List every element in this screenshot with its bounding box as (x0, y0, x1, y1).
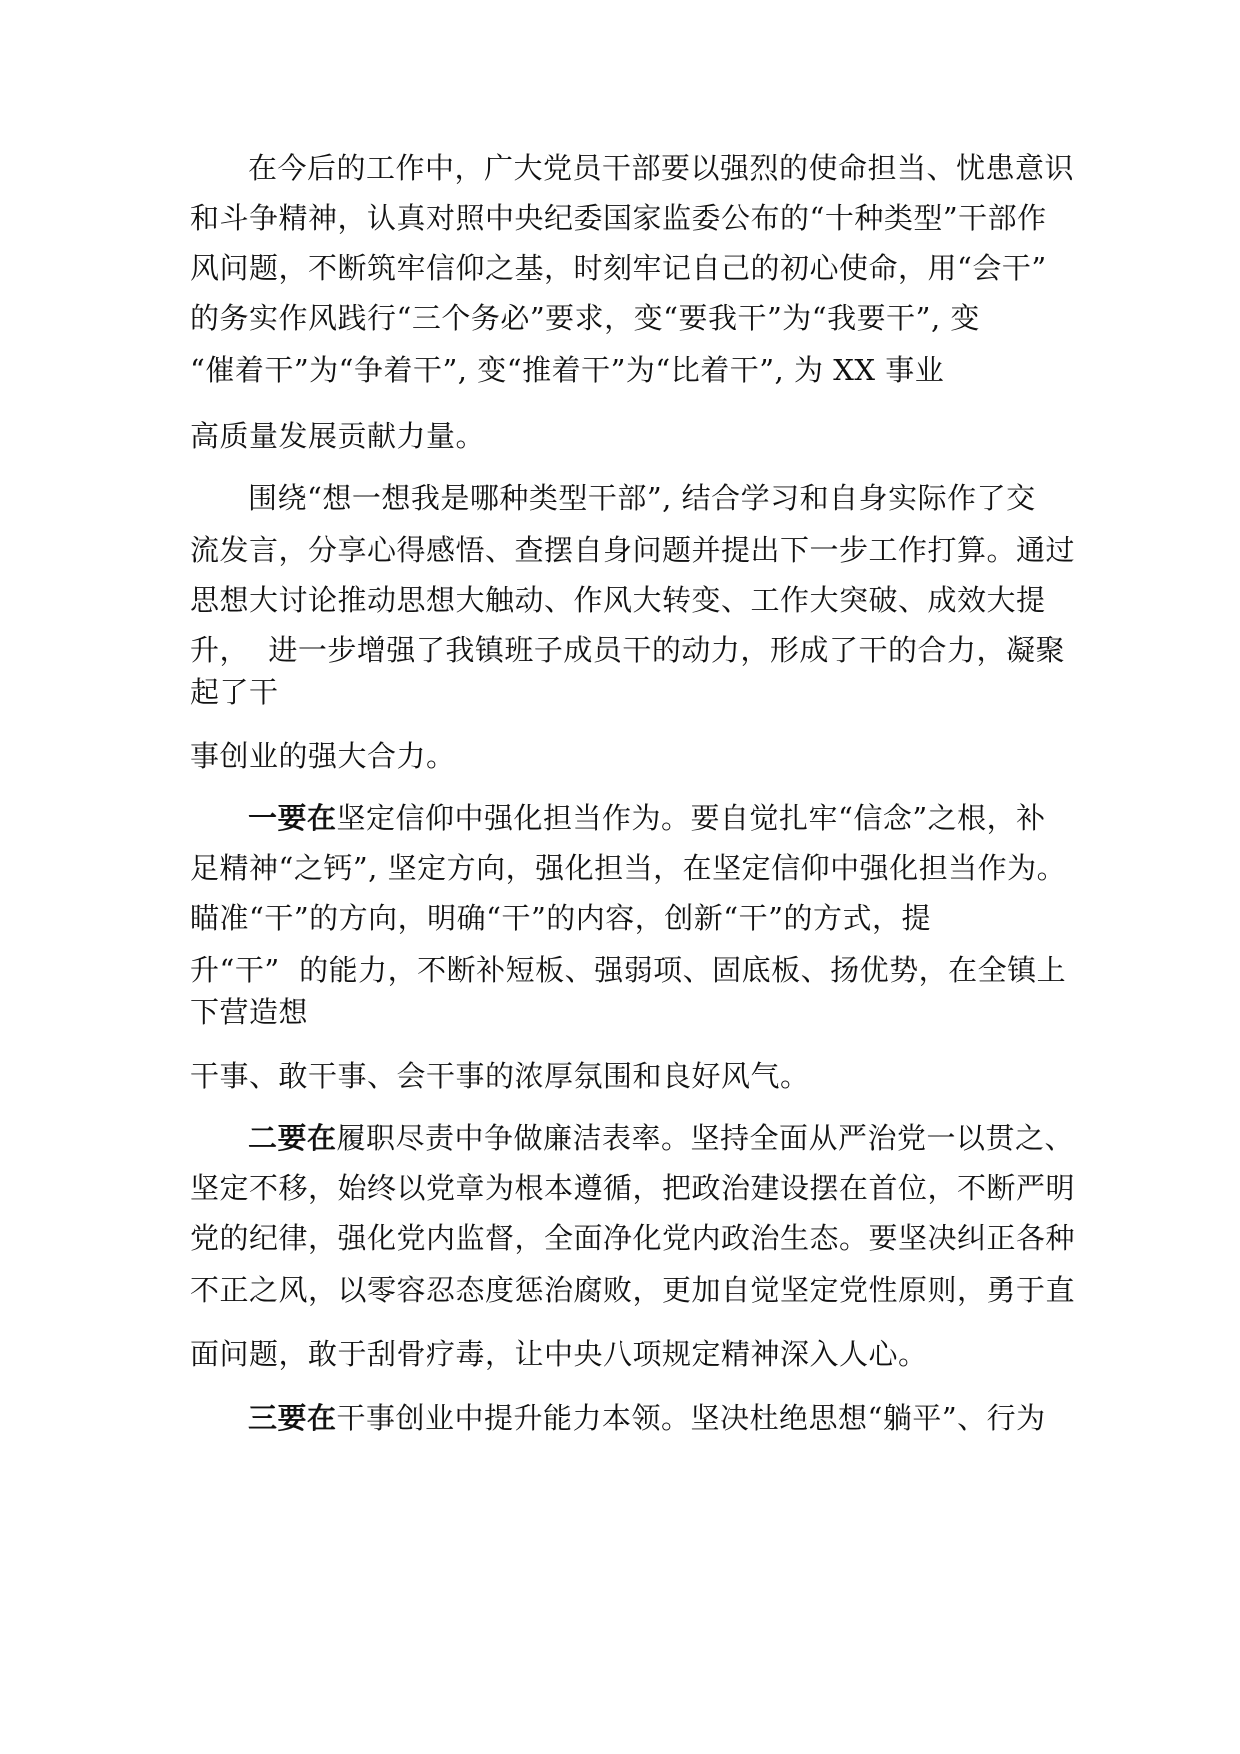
paragraph-5-line-1 (248, 1398, 1046, 1438)
paragraph-2-line-1: 围绕“想一想我是哪种类型干部”, 结合学习和自身实际作了交 (248, 481, 1036, 515)
paragraph-4-line-1 (248, 1118, 1074, 1158)
paragraph-1-line-1: 在今后的工作中，广大党员干部要以强烈的使命担当、忧患意识 (248, 151, 1075, 185)
paragraph-3-line-2: 足精神“之钙”, 坚定方向，强化担当，在坚定信仰中强化担当作为。 (190, 851, 1067, 885)
paragraph-1-line-2: 和斗争精神，认真对照中央纪委国家监委公布的“十种类型”干部作 (190, 201, 1047, 235)
paragraph-2-line-3: 思想大讨论推动思想大触动、作风大转变、工作大突破、成效大提 (190, 583, 1046, 617)
paragraph-1-line-5: “催着干”为“争着干”, 变“推着干”为“比着干”, 为 XX 事业 (190, 353, 945, 387)
paragraph-4-line-5: 面问题，敢于刮骨疗毒，让中央八项规定精神深入人心。 (190, 1337, 928, 1371)
paragraph-3-lead: 一要在 (248, 801, 337, 835)
paragraph-1-line-4: 的务实作风践行“三个务必”要求，变“要我干”为“我要干”, 变 (190, 301, 980, 335)
paragraph-3-line-3: 瞄准“干”的方向，明确“干”的内容，创新“干”的方式，提 (190, 901, 931, 935)
paragraph-4-lead: 二要在 (248, 1121, 337, 1155)
paragraph-5-lead: 三要在 (248, 1401, 337, 1435)
paragraph-3-line-1 (248, 798, 1046, 838)
paragraph-3-line-1-text: 坚定信仰中强化担当作为。要自觉扎牢“信念”之根，补 (336, 801, 1046, 835)
paragraph-5-line-1-text: 干事创业中提升能力本领。坚决杜绝思想“躺平”、行为 (336, 1401, 1046, 1435)
paragraph-2-line-2: 流发言，分享心得感悟、查摆自身问题并提出下一步工作打算。通过 (190, 533, 1076, 567)
paragraph-3-line-4: 升“干” 的能力，不断补短板、强弱项、固底板、扬优势，在全镇上 (190, 953, 1067, 987)
paragraph-4-line-4: 不正之风，以零容忍态度惩治腐败，更加自觉坚定党性原则，勇于直 (190, 1273, 1076, 1307)
paragraph-4-line-3: 党的纪律，强化党内监督，全面净化党内政治生态。要坚决纠正各种 (190, 1221, 1076, 1255)
paragraph-2-line-5: 起了干 (190, 675, 279, 709)
paragraph-4-line-1-text: 履职尽责中争做廉洁表率。坚持全面从严治党一以贯之、 (336, 1121, 1075, 1155)
paragraph-1-line-6: 高质量发展贡献力量。 (190, 419, 486, 453)
paragraph-3-line-5: 下营造想 (190, 995, 309, 1029)
paragraph-1-line-3: 风问题，不断筑牢信仰之基，时刻牢记自己的初心使命，用“会干” (190, 251, 1047, 285)
paragraph-4-line-2: 坚定不移，始终以党章为根本遵循，把政治建设摆在首位，不断严明 (190, 1171, 1076, 1205)
paragraph-2-line-4: 升， 进一步增强了我镇班子成员干的动力，形成了干的合力，凝聚 (190, 633, 1065, 667)
paragraph-2-line-6: 事创业的强大合力。 (190, 739, 456, 773)
paragraph-3-line-6: 干事、敢干事、会干事的浓厚氛围和良好风气。 (190, 1059, 810, 1093)
